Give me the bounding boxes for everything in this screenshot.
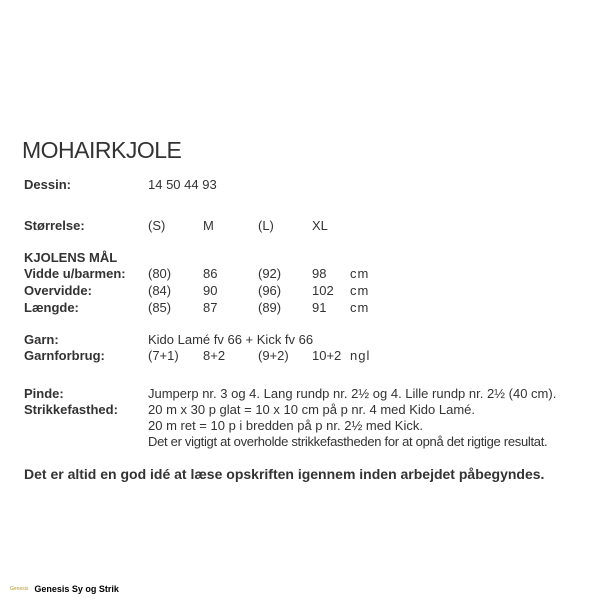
gauge-line: Det er vigtigt at overholde strikkefastheden for at opnå det rigtige resultat. [148,434,548,449]
footer-brand: Genesis Sy og Strik [34,584,119,594]
yarn-usage-value: (7+1) [148,348,179,363]
row-value: (96) [258,283,282,298]
reading-note: Det er altid en god idé at læse opskriften igennem inden arbejdet påbegyndes. [24,466,545,482]
measurements-heading: KJOLENS MÅL [24,250,118,265]
needles-value: Jumperp nr. 3 og 4. Lang rundp nr. 2½ og 4. Lille rundp nr. 2½ (40 cm). [148,386,557,401]
footer [10,584,119,594]
row-unit: cm [350,266,370,281]
size-m: M [203,218,214,233]
size-s: (S) [148,218,166,233]
size-label: Størrelse: [24,218,85,233]
size-l: (L) [258,218,274,233]
row-value: 87 [203,300,218,315]
row-value: 86 [203,266,218,281]
row-value: 98 [312,266,327,281]
row-value: (85) [148,300,172,315]
gauge-line: 20 m ret = 10 p i bredden på p nr. 2½ med Kick. [148,418,423,433]
dessin-label: Dessin: [24,177,71,192]
row-label: Overvidde: [24,283,92,298]
row-unit: cm [350,300,370,315]
yarn-usage-label: Garnforbrug: [24,348,105,363]
row-label: Vidde u/barmen: [24,266,126,281]
size-xl: XL [312,218,328,233]
row-value: (89) [258,300,282,315]
yarn-usage-value: (9+2) [258,348,289,363]
row-value: (80) [148,266,172,281]
page-title: MOHAIRKJOLE [22,137,182,163]
genesis-logo: Genesis [10,586,29,592]
row-value: 91 [312,300,327,315]
yarn-usage-unit: ngl [350,348,371,363]
row-value: (84) [148,283,172,298]
row-unit: cm [350,283,370,298]
yarn-usage-value: 8+2 [203,348,226,363]
gauge-label: Strikkefasthed: [24,402,118,417]
row-value: (92) [258,266,282,281]
gauge-line: 20 m x 30 p glat = 10 x 10 cm på p nr. 4 med Kido Lamé. [148,402,475,417]
row-value: 90 [203,283,218,298]
yarn-value: Kido Lamé fv 66 + Kick fv 66 [148,332,314,347]
row-label: Længde: [24,300,79,315]
needles-label: Pinde: [24,386,64,401]
yarn-label: Garn: [24,332,59,347]
yarn-usage-value: 10+2 [312,348,342,363]
row-value: 102 [312,283,334,298]
dessin-value: 14 50 44 93 [148,177,217,192]
